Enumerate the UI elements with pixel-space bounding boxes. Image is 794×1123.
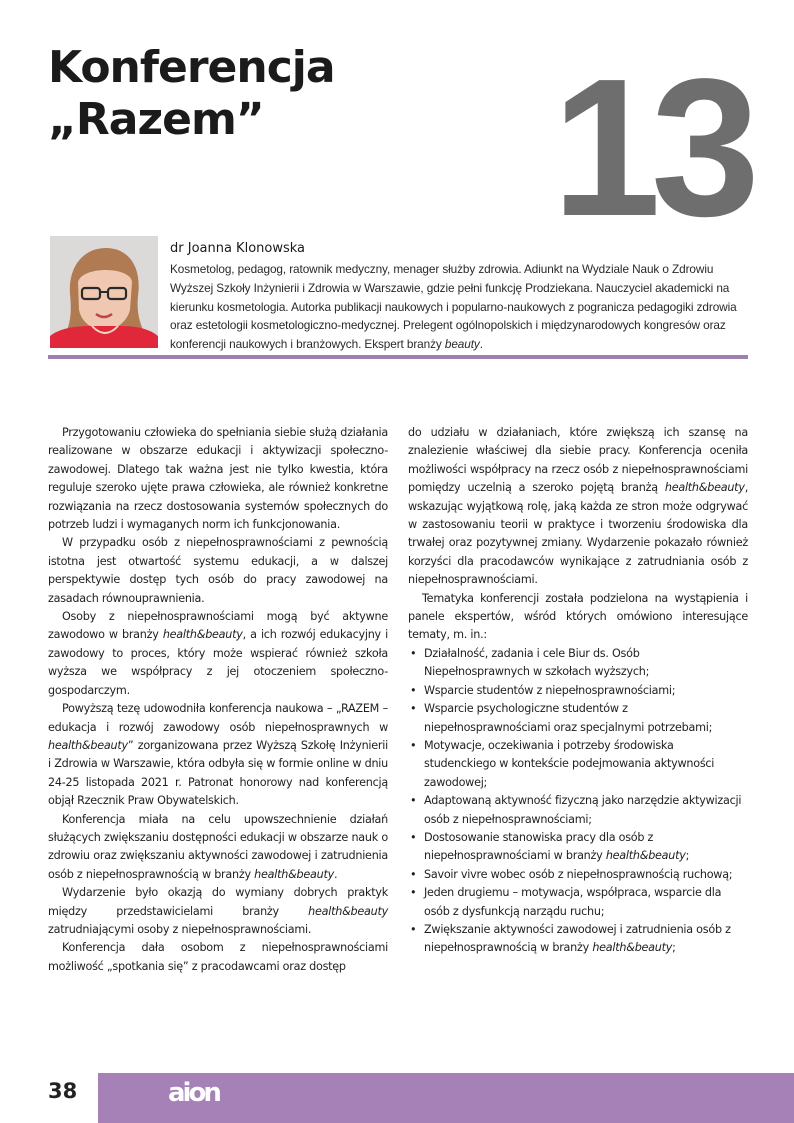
paragraph — [48, 884, 388, 939]
author-bio — [170, 260, 750, 354]
list-item: • Adaptowaną aktywność fizyczną jako narzędzie aktywizacji osób z niepełnosprawnościami; — [408, 792, 748, 829]
paragraph — [48, 700, 388, 810]
list-item: • Jeden drugiemu – motywacja, współpraca, wsparcie dla osób z dysfunkcją narządu ruchu; — [408, 884, 748, 921]
topics-list — [408, 645, 748, 958]
text: zatrudniającymi osoby z niepełnosprawnościami. — [48, 922, 312, 936]
text: . — [334, 867, 338, 881]
emphasis: health&beauty — [664, 481, 745, 495]
text: , wskazując wyjątkową rolę, jaką każda ze stron może odgrywać w zastosowaniu teorii w praktyce i tworzeniu środowiska dla trwałej oraz pozytywnej zmiany. Wydarzenie pokazało również korzyści dla pracodawców wynikające z zatrudniania osób z niepełnosprawnościami. — [408, 481, 748, 587]
portrait-illustration — [50, 236, 158, 348]
title-line-2: „Razem” — [48, 94, 264, 145]
emphasis: health&beauty — [605, 849, 686, 863]
right-column — [408, 424, 748, 976]
paragraph — [48, 608, 388, 700]
page-number: 38 — [48, 1079, 78, 1103]
list-item: • Działalność, zadania i cele Biur ds. Osób Niepełnosprawnych w szkołach wyższych; — [408, 645, 748, 682]
text: ; — [672, 941, 676, 955]
header-divider — [48, 355, 748, 359]
text: Osoby z niepełnosprawnościami mogą być aktywne zawodowo w branży — [48, 610, 388, 642]
list-item — [408, 829, 748, 866]
emphasis: health&beauty — [592, 941, 673, 955]
list-item: • Wsparcie studentów z niepełnosprawnościami; — [408, 682, 748, 700]
author-name: dr Joanna Klonowska — [170, 241, 306, 256]
emphasis: health&beauty — [162, 628, 243, 642]
paragraph — [48, 811, 388, 885]
title-line-1: Konferencja — [48, 42, 335, 93]
emphasis: health&beauty — [48, 738, 128, 752]
chapter-number: 13 — [551, 38, 750, 257]
author-bio-end: . — [479, 337, 483, 352]
paragraph: Tematyka konferencji została podzielona na wystąpienia i panele ekspertów, wśród których omówiono interesujące tematy, m. in.: — [408, 591, 748, 642]
aion-logo: aion — [168, 1078, 219, 1108]
list-item: • Wsparcie psychologiczne studentów z niepełnosprawnościami oraz specjalnymi potrzebami; — [408, 700, 748, 737]
paragraph: Konferencja dała osobom z niepełnosprawnościami możliwość „spotkania się” z pracodawcami oraz dostęp — [48, 941, 388, 973]
text: , a ich rozwój edukacyjny i zawodowy to proces, który może wspierać również szkoła wyższa we współpracy z jej otoczeniem społeczno-gospodarczym. — [48, 628, 388, 697]
text: Konferencja miała na celu upowszechnienie działań służących zwiększaniu dostępności edukacji w obszarze nauk o zdrowiu oraz zwiększaniu aktywności zawodowej i zatrudnienia osób z niepełnosprawnością w branży — [48, 812, 388, 881]
paragraph — [408, 424, 748, 590]
list-item — [408, 921, 748, 958]
text: ; — [685, 849, 690, 863]
paragraph: W przypadku osób z niepełnosprawnościami z pewnością istotna jest otwartość systemu edukacji, a w dalszej perspektywie dostęp tych osób do pracy zawodowej na zasadach równouprawnienia. — [48, 536, 388, 605]
list-item: • Motywacje, oczekiwania i potrzeby środowiska studenckiego w kontekście podejmowania aktywności zawodowej; — [408, 737, 748, 792]
paragraph: Przygotowaniu człowieka do spełniania siebie służą działania realizowane w obszarze edukacji i aktywizacji społeczno-zawodowej. Dlatego tak ważna jest nie tylko kwestia, która reguluje szeroko ujęte prawa człowieka, ale również konkretne rozwiązania na rzecz dostosowania systemów społecznych do potrzeb ludzi i wymaganych norm ich funkcjonowania. — [48, 426, 388, 532]
left-column — [48, 424, 388, 976]
emphasis: health&beauty — [308, 904, 388, 918]
author-photo — [50, 236, 158, 348]
article-title — [48, 42, 335, 146]
text: Wydarzenie było okazją do wymiany dobrych praktyk między przedstawicielami branży — [48, 886, 388, 918]
text: ” zorganizowana przez Wyższą Szkołę Inżynierii i Zdrowia w Warszawie, która odbyła się w formie online w dniu 24-25 listopada 2021 r. Patronat honorowy nad konferencją objął Rzecznik Praw Obywatelskich. — [48, 738, 388, 808]
list-item: • Savoir vivre wobec osób z niepełnosprawnością ruchową; — [408, 866, 748, 884]
author-info — [170, 240, 750, 354]
text: Zwiększanie aktywności zawodowej i zatrudnienia osób z niepełnosprawnością w branży — [424, 922, 731, 955]
article-body — [48, 424, 748, 976]
text: Powyższą tezę udowodniła konferencja naukowa – „RAZEM – edukacja i rozwój zawodowy osób niepełnosprawnych w — [48, 702, 388, 734]
text: do udziału w działaniach, które zwiększą ich szansę na znalezienie właściwej dla siebie pracy. Konferencja oceniła możliwości współpracy na rzecz osób z niepełnosprawnościami pomiędzy uczelnią a szeroko pojętą branżą — [408, 426, 748, 495]
author-bio-emphasis: beauty — [444, 337, 480, 352]
text: Dostosowanie stanowiska pracy dla osób z niepełnosprawnościami w branży — [424, 830, 654, 863]
author-bio-text: Kosmetolog, pedagog, ratownik medyczny, menager służby zdrowia. Adiunkt na Wydziale Nauk o Zdrowiu Wyższej Szkoły Inżynierii i Zdrowia w Warszawie, gdzie pełni funkcję Prodziekana. Nauczyciel akademicki na kierunku kosmetologia. Autorka publikacji naukowych i popularno-naukowych z pogranicza pedagogiki zdrowia oraz estetologii kosmetologiczno-medycznej. Prelegent ogólnopolskich i międzynarodowych kongresów oraz konferencji naukowych i branżowych. Ekspert branży — [170, 262, 737, 352]
emphasis: health&beauty — [254, 867, 334, 881]
